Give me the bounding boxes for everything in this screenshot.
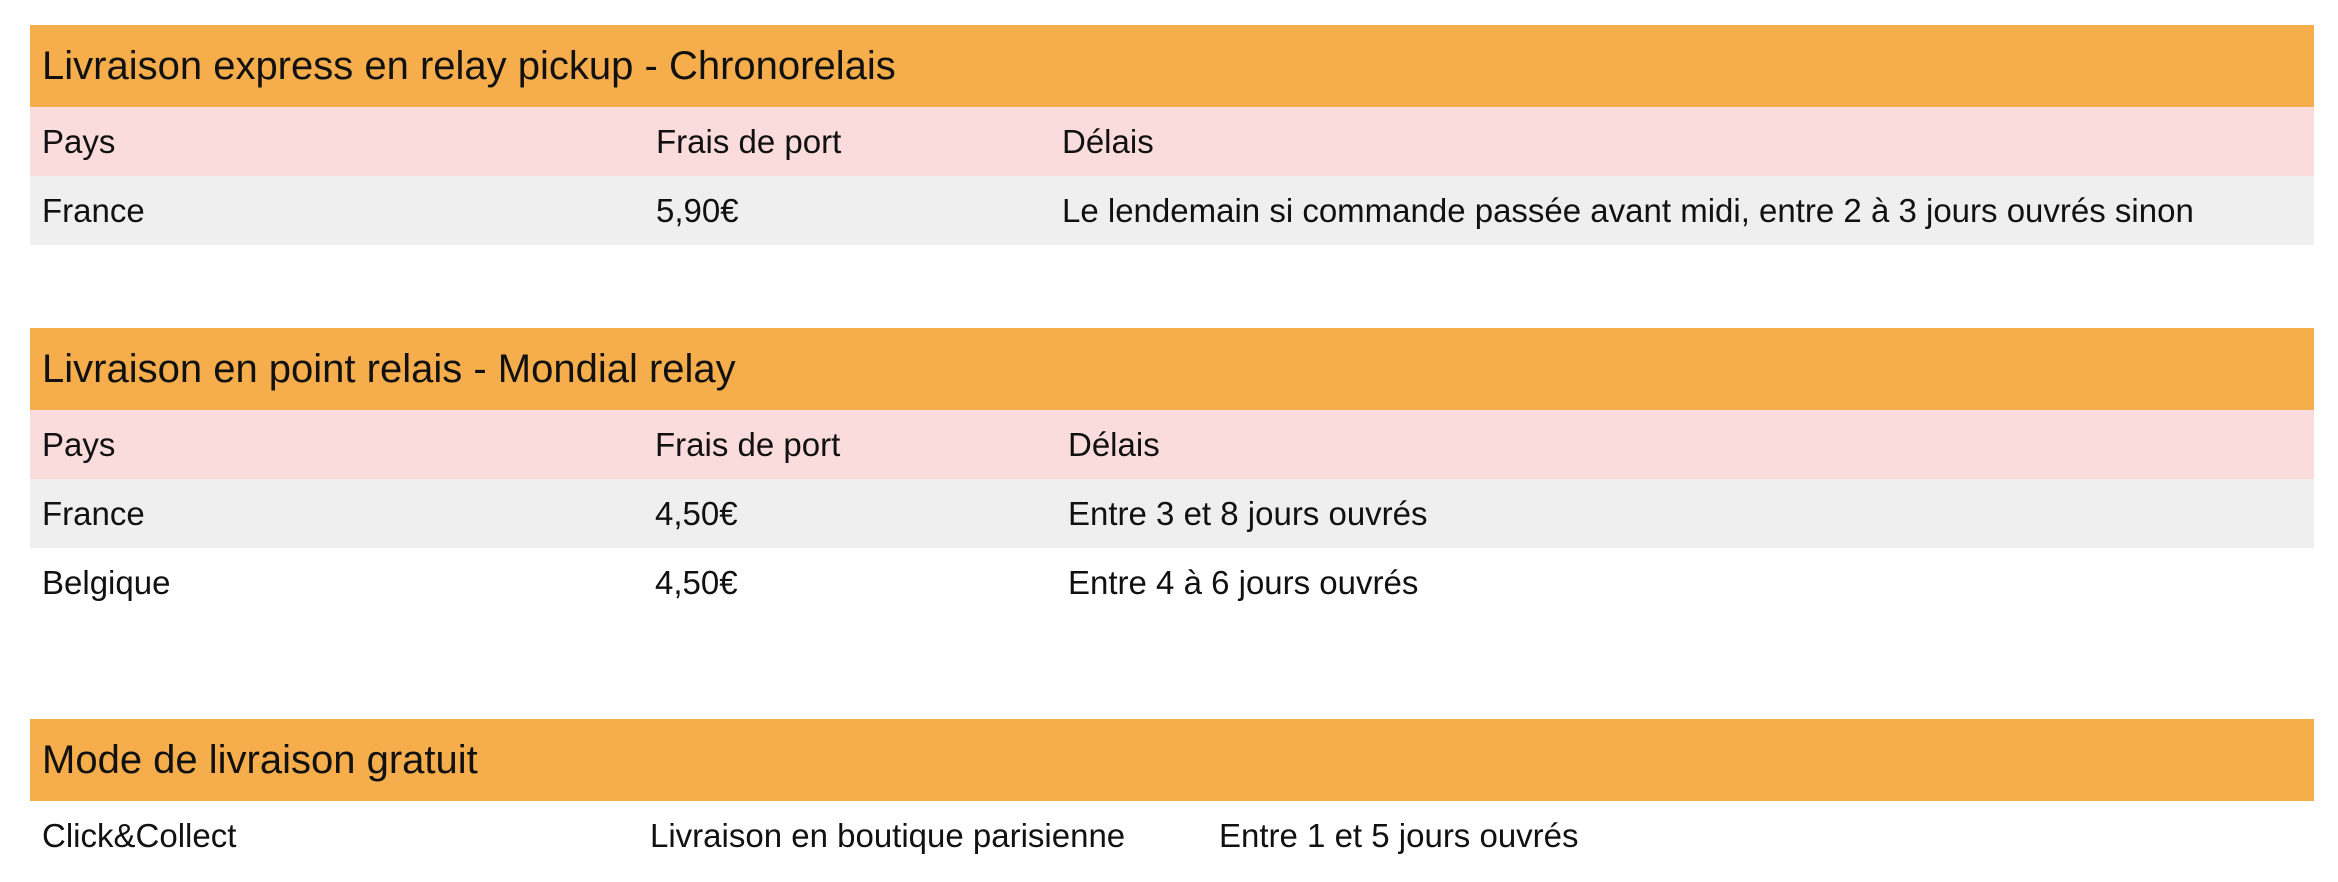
shipping-table-mondial-relay [30,328,2314,617]
row-shipping-cost: 4,50€ [655,564,738,601]
header-shipping-cost: Frais de port [656,123,842,160]
row-shipping-cost: 5,90€ [656,192,739,229]
header-delay: Délais [1062,123,1154,160]
row-country: France [42,192,145,229]
row-country: Belgique [42,564,171,601]
row-country: France [42,495,145,532]
row-delay: Entre 3 et 8 jours ouvrés [1068,495,1428,532]
row-delay: Entre 4 à 6 jours ouvrés [1068,564,1419,601]
header-shipping-cost: Frais de port [655,426,841,463]
shipping-table-free [30,719,2314,870]
header-country: Pays [42,426,116,463]
table-title: Mode de livraison gratuit [30,719,2314,801]
row-delay: Le lendemain si commande passée avant midi, entre 2 à 3 jours ouvrés sinon [1062,192,2194,229]
table-title: Livraison en point relais - Mondial relay [30,328,2314,410]
table-row [30,176,2314,245]
table-row [30,801,2314,870]
row-shipping-cost: 4,50€ [655,495,738,532]
header-delay: Délais [1068,426,1160,463]
table-row [30,479,2314,548]
row-description: Livraison en boutique parisienne [650,817,1126,854]
shipping-table-chronorelais [30,25,2314,245]
row-method: Click&Collect [42,817,237,854]
table-header-row [30,410,2314,479]
table-title: Livraison express en relay pickup - Chronorelais [30,25,2314,107]
header-country: Pays [42,123,116,160]
table-header-row [30,107,2314,176]
table-row [30,548,2314,617]
row-delay: Entre 1 et 5 jours ouvrés [1219,817,1579,854]
